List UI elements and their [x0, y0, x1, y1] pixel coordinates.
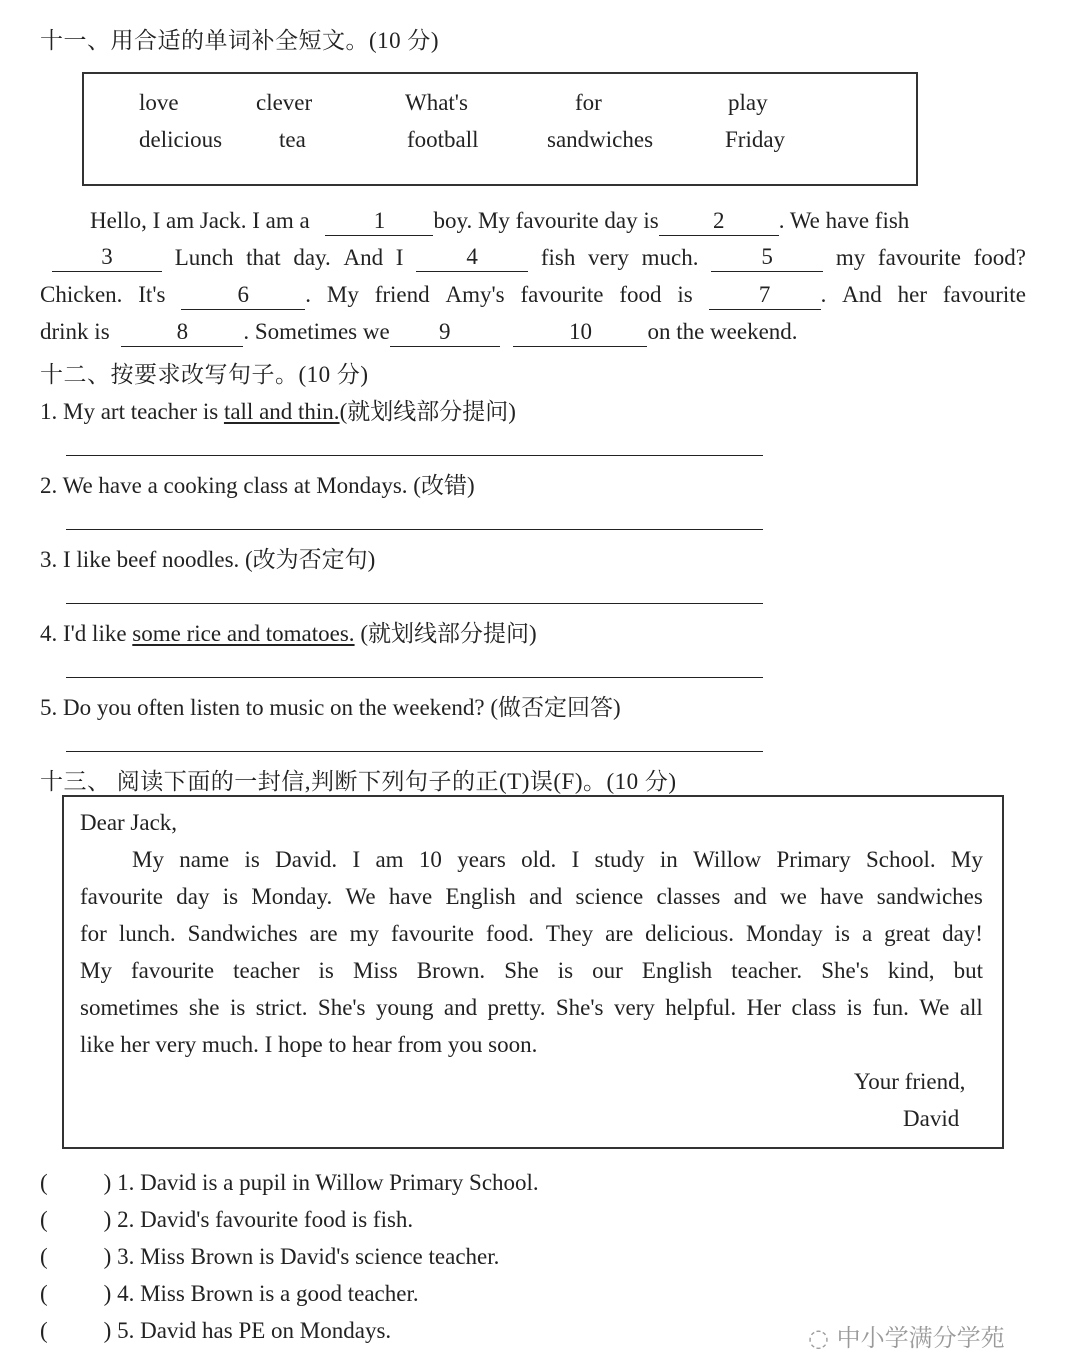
letter-word: favourite — [131, 958, 215, 983]
passage-word: . — [820, 282, 827, 307]
passage-word: Lunch — [174, 245, 234, 270]
letter-word: Monday. — [251, 884, 333, 909]
letter-word: have — [388, 884, 433, 909]
passage-word: I — [395, 245, 404, 270]
rewrite-item-3 — [40, 541, 375, 574]
passage-text: . We have fish — [778, 208, 910, 233]
letter-word: 10 — [418, 847, 442, 872]
letter-word: Sandwiches — [187, 921, 298, 946]
letter-word: food. — [485, 921, 534, 946]
watermark-text: 中小学满分学苑 — [836, 1324, 1005, 1352]
item-text: 1. My art teacher is — [40, 399, 224, 424]
passage-word: is — [677, 282, 693, 307]
passage-text: Hello, I am Jack. I am a — [90, 208, 310, 233]
letter-word: English — [445, 884, 516, 909]
letter-word: have — [820, 884, 864, 909]
letter-word: day — [176, 884, 210, 909]
word-bank-item: play — [728, 90, 768, 115]
blank-10[interactable]: 10 — [513, 320, 647, 347]
letter-word: helpful. — [665, 995, 737, 1020]
rewrite-item-5 — [40, 689, 621, 722]
letter-word: School. — [865, 847, 936, 872]
answer-line-3[interactable] — [66, 603, 763, 604]
letter-word: sandwiches — [876, 884, 983, 909]
passage-word: friend — [374, 282, 430, 307]
passage-word: favourite — [942, 282, 1026, 307]
tf-statement-5: ( ) 5. David has PE on Mondays. — [40, 1318, 392, 1343]
letter-word: is — [846, 995, 863, 1020]
passage-word: very — [588, 245, 629, 270]
word-bank-item: for — [575, 90, 602, 115]
tf-statement-4: ( ) 4. Miss Brown is a good teacher. — [40, 1281, 419, 1306]
word-bank-item: What's — [405, 90, 468, 115]
letter-word: My — [132, 847, 164, 872]
passage-line — [40, 282, 1026, 310]
letter-line: like her very much. I hope to hear from you soon. — [80, 1032, 538, 1057]
letter-word: science — [575, 884, 644, 909]
answer-line-5[interactable] — [66, 751, 763, 752]
passage-line — [52, 245, 1026, 272]
letter-word: name — [179, 847, 230, 872]
blank-7[interactable]: 7 — [709, 283, 821, 310]
underlined-text: tall and thin. — [223, 399, 340, 424]
letter-line — [132, 847, 983, 873]
letter-greeting: Dear Jack, — [80, 810, 178, 835]
rewrite-item-1 — [40, 393, 516, 426]
statement-text: 4. Miss Brown is a good teacher. — [117, 1281, 419, 1306]
passage-word: her — [897, 282, 928, 307]
letter-word: very — [613, 995, 655, 1020]
word-bank-item: delicious — [139, 127, 223, 152]
letter-word: she — [188, 995, 220, 1020]
word-bank-item: Friday — [725, 127, 786, 152]
letter-word: Primary — [776, 847, 851, 872]
letter-word: great — [884, 921, 931, 946]
letter-word: Monday — [745, 921, 823, 946]
letter-word: She's — [821, 958, 869, 983]
passage-word: food? — [973, 245, 1026, 270]
letter-word: Her — [746, 995, 782, 1020]
passage-word: It's — [138, 282, 166, 307]
section-12-heading: 十二、按要求改写句子。(10 分) — [40, 362, 369, 387]
passage-word: that — [246, 245, 281, 270]
item-instruction: (就划线部分提问) — [339, 399, 516, 424]
word-bank-item: football — [407, 127, 479, 152]
letter-word: class — [791, 995, 837, 1020]
word-bank-item: tea — [279, 127, 306, 152]
letter-word: favourite — [80, 884, 164, 909]
blank-4[interactable]: 4 — [416, 245, 528, 272]
item-text: 5. Do you often listen to music on the weekend? (做否定回答) — [40, 695, 621, 720]
passage-text: drink is — [40, 319, 110, 344]
passage-word: much. — [641, 245, 699, 270]
letter-line — [80, 958, 983, 984]
passage-word: Amy's — [445, 282, 505, 307]
tf-statement-3: ( ) 3. Miss Brown is David's science teacher. — [40, 1244, 500, 1269]
blank-2[interactable]: 2 — [659, 209, 779, 236]
blank-6[interactable]: 6 — [181, 283, 305, 310]
statement-text: 1. David is a pupil in Willow Primary School. — [117, 1170, 539, 1195]
answer-line-1[interactable] — [66, 455, 763, 456]
passage-word: And — [842, 282, 882, 307]
word-bank-box — [82, 72, 918, 186]
statement-text: 3. Miss Brown is David's science teacher. — [117, 1244, 500, 1269]
wechat-icon: ◌ — [808, 1324, 837, 1352]
blank-9[interactable]: 9 — [390, 320, 500, 347]
letter-word: and — [529, 884, 563, 909]
section-13-heading: 十三、 阅读下面的一封信,判断下列句子的正(T)误(F)。(10 分) — [40, 769, 677, 794]
letter-word: all — [959, 995, 983, 1020]
letter-word: is — [229, 995, 246, 1020]
letter-word: Miss — [352, 958, 398, 983]
section-11-heading: 十一、用合适的单词补全短文。(10 分) — [40, 28, 440, 53]
blank-8[interactable]: 8 — [121, 320, 243, 347]
letter-word: am — [375, 847, 404, 872]
letter-word: study — [594, 847, 645, 872]
letter-word: is — [244, 847, 260, 872]
passage-word: my — [835, 245, 866, 270]
item-text: 4. I'd like — [40, 621, 133, 646]
letter-word: teacher. — [731, 958, 803, 983]
passage-line — [40, 319, 798, 347]
tf-statement-1: ( ) 1. David is a pupil in Willow Primary School. — [40, 1170, 539, 1195]
statement-text: 2. David's favourite food is fish. — [117, 1207, 414, 1232]
letter-word: Willow — [693, 847, 762, 872]
passage-text: on the weekend. — [647, 319, 798, 344]
letter-word: and — [443, 995, 478, 1020]
passage-word: fish — [540, 245, 576, 270]
passage-word: . — [305, 282, 312, 307]
letter-word: favourite — [390, 921, 474, 946]
letter-word: lunch. — [118, 921, 176, 946]
letter-word: strict. — [255, 995, 308, 1020]
letter-word: we — [780, 884, 807, 909]
letter-word: They — [545, 921, 594, 946]
item-instruction: (就划线部分提问) — [354, 621, 537, 646]
letter-line — [80, 921, 983, 947]
letter-word: years — [457, 847, 506, 872]
letter-word: are — [605, 921, 634, 946]
letter-word: She's — [555, 995, 604, 1020]
passage-word: food — [619, 282, 662, 307]
letter-word: for — [80, 921, 107, 946]
letter-word: a — [861, 921, 873, 946]
passage-word: day. — [293, 245, 331, 270]
letter-word: fun. — [872, 995, 909, 1020]
letter-word: kind, — [887, 958, 935, 983]
letter-word: is — [557, 958, 574, 983]
letter-word: David. — [275, 847, 338, 872]
passage-word: My — [326, 282, 359, 307]
letter-word: She's — [317, 995, 366, 1020]
letter-word: teacher — [233, 958, 300, 983]
letter-word: I — [571, 847, 580, 872]
blank-1[interactable]: 1 — [325, 209, 433, 236]
passage-line — [90, 208, 909, 236]
letter-word: pretty. — [487, 995, 546, 1020]
answer-line-2[interactable] — [66, 529, 763, 530]
letter-closing: Your friend, — [854, 1069, 966, 1094]
passage-word: favourite — [520, 282, 604, 307]
letter-word: day! — [942, 921, 983, 946]
rewrite-item-2 — [40, 467, 475, 500]
word-bank-item: sandwiches — [547, 127, 654, 152]
letter-word: but — [953, 958, 983, 983]
letter-word: I — [352, 847, 361, 872]
letter-word: We — [345, 884, 376, 909]
letter-word: my — [349, 921, 379, 946]
letter-word: classes — [656, 884, 721, 909]
watermark — [808, 1318, 1005, 1353]
word-bank-item: clever — [256, 90, 313, 115]
letter-word: We — [919, 995, 950, 1020]
letter-word: English — [641, 958, 713, 983]
word-bank-item: love — [139, 90, 179, 115]
letter-line — [80, 995, 983, 1021]
letter-word: in — [659, 847, 678, 872]
letter-word: delicious. — [645, 921, 734, 946]
rewrite-item-4 — [40, 615, 537, 648]
letter-word: My — [950, 847, 983, 872]
underlined-text: some rice and tomatoes. — [132, 621, 355, 646]
blank-5[interactable]: 5 — [711, 245, 823, 272]
passage-word: favourite — [877, 245, 961, 270]
passage-text: boy. My favourite day is — [433, 208, 659, 233]
passage-word: And — [343, 245, 384, 270]
letter-line — [80, 884, 983, 910]
letter-word: My — [80, 958, 112, 983]
letter-word: is — [834, 921, 850, 946]
statement-text: 5. David has PE on Mondays. — [117, 1318, 392, 1343]
letter-word: Brown. — [416, 958, 486, 983]
letter-word: is — [222, 884, 239, 909]
passage-text: . Sometimes we — [243, 319, 390, 344]
item-text: 2. We have a cooking class at Mondays. (改错) — [40, 473, 475, 498]
blank-3[interactable]: 3 — [52, 245, 162, 272]
letter-signature: David — [903, 1106, 960, 1131]
letter-word: and — [733, 884, 767, 909]
letter-word: young — [375, 995, 434, 1020]
letter-word: are — [309, 921, 338, 946]
letter-word: sometimes — [80, 995, 179, 1020]
letter-word: is — [318, 958, 334, 983]
letter-word: our — [592, 958, 623, 983]
answer-line-4[interactable] — [66, 677, 763, 678]
tf-statement-2: ( ) 2. David's favourite food is fish. — [40, 1207, 414, 1232]
letter-word: She — [504, 958, 539, 983]
passage-word: Chicken. — [40, 282, 123, 307]
item-text: 3. I like beef noodles. (改为否定句) — [40, 547, 376, 572]
letter-word: old. — [521, 847, 557, 872]
